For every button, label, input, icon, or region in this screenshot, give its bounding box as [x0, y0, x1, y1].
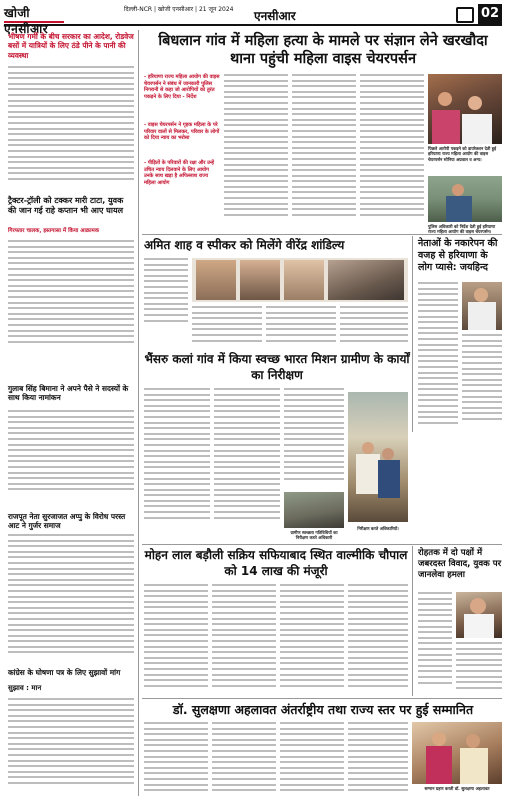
bhainswal-body-col3	[284, 388, 344, 488]
story-rajput-body	[8, 534, 134, 660]
rohtak-body-col2	[456, 642, 502, 694]
bhainswal-body-col1	[144, 388, 210, 528]
amit-body-col4	[340, 306, 408, 346]
section-title: एनसीआर	[254, 9, 296, 23]
sulakshana-body-col3	[280, 722, 344, 796]
rohtak-photo	[456, 592, 502, 638]
story-tractor-subhead: गिरफ्तार चालक, इस्तगासा में किया आक्रामक	[8, 228, 100, 234]
lead-headline: बिधलान गांव में महिला हत्या के मामले पर संज्ञान लेने खरखौदा थाना पहुंची महिला वाइस चेयरपर्सन	[158, 33, 488, 67]
bhainswal-photo-2	[348, 392, 408, 522]
lead-body-col1	[224, 74, 288, 224]
sulakshana-headline: डॉ. सुलक्षणा अहलावत अंतर्राष्ट्रीय तथा राज्य स्तर पर हुई सम्मानित	[172, 702, 474, 717]
right-column-divider-2	[412, 546, 413, 696]
rohtak-headline: रोहतक में दो पक्षों में जबरदस्त विवाद, युवक पर जानलेवा हमला	[418, 548, 502, 580]
story-gulab-body	[8, 410, 134, 500]
lead-bullet-2: - वाइस चेयरपर्सन ने गृहक महिला के परे परिवार वालों से मिलकर, परिवार के लोगों को दिया न्याय का भरोसा	[144, 122, 220, 141]
lead-body-col3	[360, 74, 424, 224]
amit-photo-group	[192, 258, 408, 302]
amit-body-col1	[144, 258, 188, 328]
story-water-body	[8, 66, 134, 186]
story-congress-body	[8, 698, 134, 794]
bhainswal-headline: भैंसरु कलां गांव में किया स्वच्छ भारत मिशन ग्रामीण के कार्यों का निरीक्षण	[144, 352, 410, 382]
story-congress-headline: कांग्रेस के घोषणा पत्र के लिए सुझावों मांग	[8, 668, 121, 677]
rohtak-body-col1	[418, 592, 452, 692]
story-tractor-headline: ट्रैक्टर-ट्रॉली को टक्कर मारी टाटा, युवक की जान गई राहे कप्तान भी आए घायल	[8, 196, 124, 215]
sulakshana-body-col4	[348, 722, 408, 796]
section-divider	[142, 234, 502, 235]
right-photo-leader	[462, 282, 502, 330]
right-headline: नेताओं के नकारेपन की वजह से हरियाणा के लोग प्यासे: जयहिन्द	[418, 238, 498, 273]
page-number: 02	[478, 4, 502, 24]
story-rajput-headline: राजपूत नेता सुरजाजत अप्पु के विरोध परस्त आट ने गुर्जर समाज	[8, 512, 126, 531]
mohan-body-col2	[212, 584, 276, 694]
story-gulab-headline: गुलाब सिंह बिमाना ने अपने पैसे ने सदस्यों के साथ किया नामांकन	[8, 384, 129, 403]
right-body-col1	[418, 282, 458, 432]
lead-photo2-caption: पुलिस अधिकारी को निर्देश देती हुई हरियाणा राज्य महिला आयोग की वाइस चेयरपर्सन।	[428, 224, 496, 235]
date-line: दिल्ली-NCR | खोजी एनसीआर | 21 जून 2024	[124, 6, 234, 13]
section-divider-2	[142, 544, 502, 545]
sulakshana-photo	[412, 722, 502, 784]
newspaper-logo: खोजी एनसीआर	[4, 5, 64, 23]
masthead	[4, 4, 502, 36]
story-tractor-body	[8, 240, 134, 350]
bhainswal-caption-1: ग्रामीण स्वच्छता गतिविधियों का निरीक्षण करते अधिकारी	[290, 530, 338, 541]
lead-photo-meeting	[428, 74, 502, 144]
story-water-headline: भीषण गर्मी के बीच सरकार का आदेश, रोडवेज बसों में यात्रियों के लिए ठंडे पीने के पानी की व्यवस्था	[8, 32, 134, 60]
lead-bullet-1: - हरियाणा राज्य महिला आयोग की वाइस चेयरपर्सन ने संबंध में जानकारी पुलिस निगरानी से कहा जो आरोपियों को तुरंत पकड़ने के लिए दिया - निर्देश	[144, 74, 220, 100]
mohan-body-col1	[144, 584, 208, 694]
mohan-body-col4	[348, 584, 408, 694]
right-column-divider	[412, 236, 413, 432]
sulakshana-caption: सम्मान ग्रहण करती डॉ. सुलक्षणा अहलावत	[424, 786, 490, 791]
mohan-headline: मोहन लाल बड़ौली सक्रिय सफियाबाद स्थित वाल्मीकि चौपाल को 14 लाख की मंजूरी	[144, 548, 408, 578]
story-congress-subhead: सुझाव : मान	[8, 684, 42, 692]
lead-bullet-3: - पीड़ितों के परिवारों की रक्षा और उन्हें उचित न्याय दिलवाने के लिए आयोग उनके साथ खड़ा है अपिल्लाश राज्य महिला आयोग	[144, 160, 215, 186]
sulakshana-body-col2	[212, 722, 276, 796]
amit-headline: अमित शाह व स्पीकर को मिलेंगे वीरेंद्र शांडिल्य	[144, 238, 345, 252]
section-divider-3	[142, 698, 502, 699]
amit-body-col3	[266, 306, 336, 346]
lead-body-col2	[292, 74, 356, 224]
sulakshana-body-col1	[144, 722, 208, 796]
bhainswal-caption-2: निरीक्षण करते अधिकारियों।	[357, 526, 399, 531]
newspaper-icon	[456, 7, 474, 23]
bhainswal-photo-1	[284, 492, 344, 528]
bhainswal-body-col2	[214, 388, 280, 528]
lead-photo-caption: पिछले आरोपी पकड़ने को डायरेक्शन देती हुई हरियाणा राज्य महिला आयोग की वाइस चेयरपर्सन सोनिया अग्रवाल व अन्य।	[428, 146, 497, 162]
right-body-col2	[462, 334, 502, 430]
lead-photo-officer	[428, 176, 502, 222]
column-divider	[138, 30, 139, 796]
amit-body-col2	[192, 306, 262, 346]
mohan-body-col3	[280, 584, 344, 694]
